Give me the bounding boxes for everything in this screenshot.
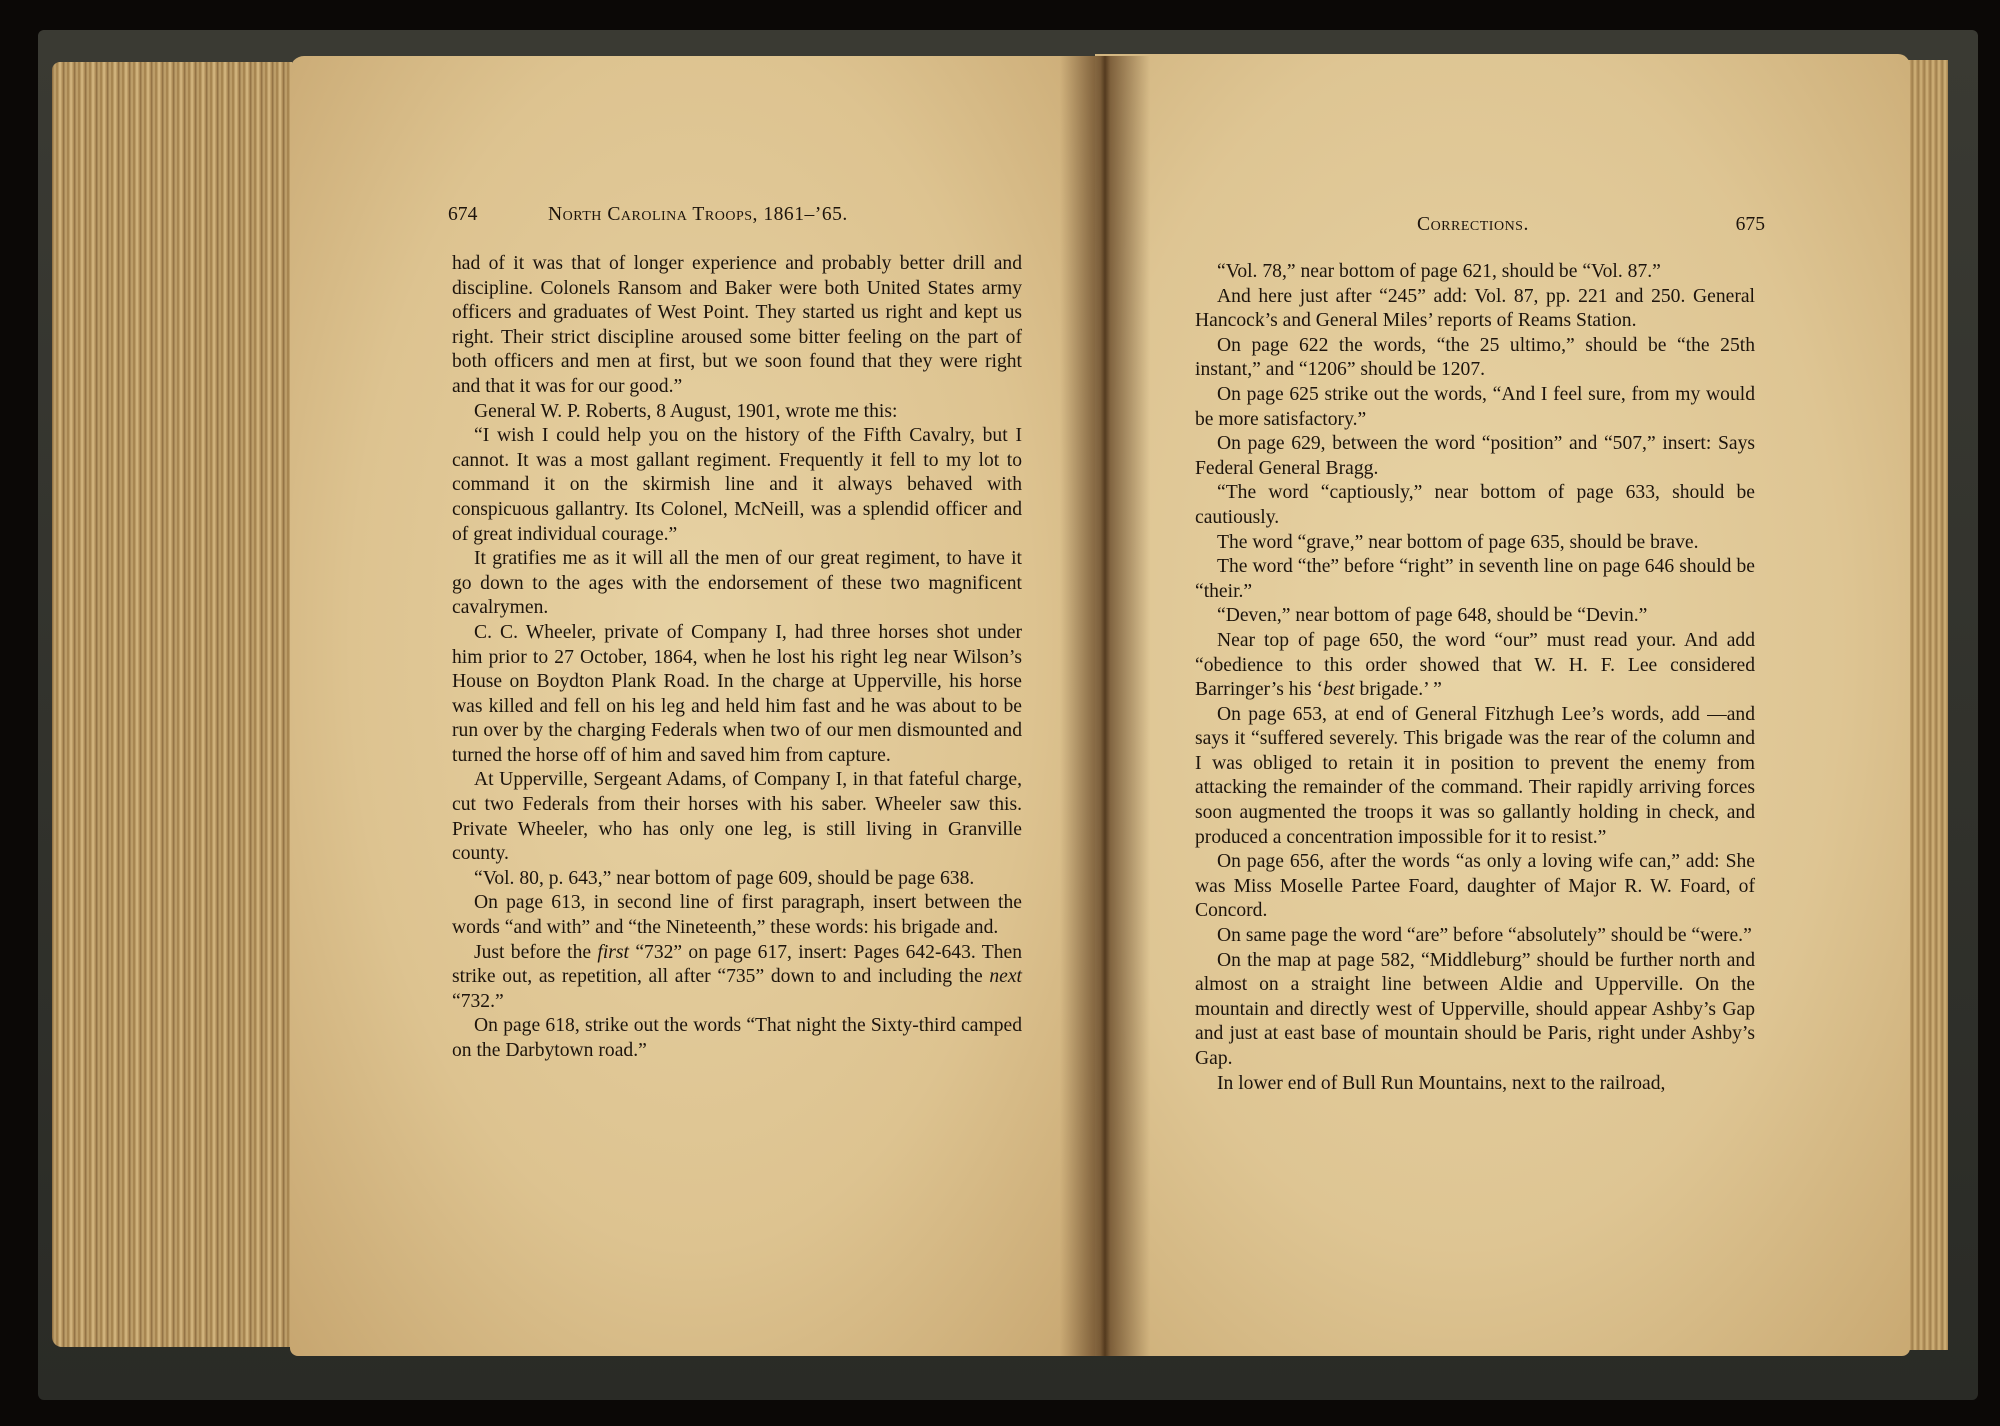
italic-run: best <box>1323 679 1355 701</box>
paragraph: “Deven,” near bottom of page 648, should be “Devin.” <box>1217 605 1648 627</box>
paragraph: had of it was that of longer experience and probably better drill and discipline. Colonels Ransom and Baker were both United States army officers and graduates of West Point. They started us right and kept us right. Their strict discipline aroused some bitter feeling on the part of both officers and men at first, but we soon found that they were right and that it was for our good.” <box>452 253 1022 397</box>
right-page-text <box>1195 260 1755 1096</box>
italic-run: next <box>989 966 1022 988</box>
right-running-title: Corrections. <box>1417 214 1529 235</box>
paragraph <box>452 941 1022 1015</box>
paragraph: The word “grave,” near bottom of page 635, should be brave. <box>1217 531 1699 553</box>
paragraph: The word “the” before “right” in seventh line on page 646 should be “their.” <box>1195 556 1755 602</box>
paragraph: And here just after “245” add: Vol. 87, pp. 221 and 250. General Hancock’s and General Miles’ reports of Reams Station. <box>1195 285 1755 332</box>
right-running-head <box>1195 214 1765 240</box>
paragraph: On same page the word “are” before “absolutely” should be “were.” <box>1217 925 1752 947</box>
left-running-head <box>448 204 1028 230</box>
paragraph: On page 618, strike out the words “That night the Sixty-third camped on the Darbytown road.” <box>452 1015 1022 1061</box>
text-run: brigade.’ ” <box>1354 679 1442 701</box>
paragraph: On page 629, between the word “position” and “507,” insert: Says Federal General Bragg. <box>1195 433 1755 479</box>
paragraph: On page 613, in second line of first paragraph, insert between the words “and with” and “the Nineteenth,” these words: his brigade and. <box>452 892 1022 939</box>
paragraph: On page 622 the words, “the 25 ultimo,” should be “the 25th instant,” and “1206” should be 1207. <box>1195 334 1755 381</box>
paragraph: On page 656, after the words “as only a loving wife can,” add: She was Miss Moselle Partee Foard, daughter of Major R. W. Foard, of Concord. <box>1195 851 1755 922</box>
text-run: “732” on page 617, insert: Pages 642-643. Then strike out, as repetition, all after “735” down to and including the <box>452 941 1022 988</box>
left-page-text <box>452 252 1022 1064</box>
paragraph: On the map at page 582, “Middleburg” should be further north and almost on a straight line between Aldie and Upperville. On the mountain and directly west of Upperville, should appear Ashby’s Gap and just at east base of mountain should be Paris, right under Ashby’s Gap. <box>1195 949 1755 1069</box>
page-edges-left <box>52 62 292 1347</box>
text-run: Near top of page 650, the word “our” must read your. And add “obedience to this order showed that W. H. F. Lee considered Barringer’s his ‘ <box>1195 629 1755 701</box>
book-gutter <box>1060 56 1150 1356</box>
paragraph: It gratifies me as it will all the men of our great regiment, to have it go down to the ages with the endorsement of these two magnificent cavalrymen. <box>452 548 1022 619</box>
paragraph: “The word “captiously,” near bottom of page 633, should be cautiously. <box>1195 482 1755 528</box>
paragraph <box>1195 629 1755 703</box>
italic-run: first <box>597 941 630 963</box>
paragraph: On page 653, at end of General Fitzhugh Lee’s words, add —and says it “suffered severely. This brigade was the rear of the column and I was obliged to retain it in position to prevent the enemy from attacking the remainder of the command. Their rapidly arriving forces soon augmented the troops it was so gallantly holding in check, and produced a concentration impossible for it to resist.” <box>1195 703 1755 848</box>
paragraph: At Upperville, Sergeant Adams, of Company I, in that fateful charge, cut two Federals from their horses with his saber. Wheeler saw this. Private Wheeler, who has only one leg, is still living in Granville county. <box>452 769 1022 865</box>
text-run: “732.” <box>452 990 504 1012</box>
paragraph: General W. P. Roberts, 8 August, 1901, wrote me this: <box>474 400 898 422</box>
left-page-number: 674 <box>448 204 478 225</box>
paragraph: On page 625 strike out the words, “And I feel sure, from my would be more satisfactory.” <box>1195 383 1755 430</box>
left-running-title: North Carolina Troops, 1861–’65. <box>548 204 848 225</box>
right-page-number: 675 <box>1735 214 1765 235</box>
text-run: Just before the <box>474 941 598 963</box>
paragraph: “I wish I could help you on the history of the Fifth Cavalry, but I cannot. It was a most gallant regiment. Frequently it fell to my lot to command it on the skirmish line and it always behaved with conspicuous gallantry. Its Colonel, McNeill, was a splendid officer and of great individual courage.” <box>452 425 1022 545</box>
paragraph: “Vol. 80, p. 643,” near bottom of page 609, should be page 638. <box>474 867 975 889</box>
paragraph: “Vol. 78,” near bottom of page 621, should be “Vol. 87.” <box>1217 261 1661 282</box>
paragraph: In lower end of Bull Run Mountains, next to the railroad, <box>1217 1072 1666 1094</box>
paragraph: C. C. Wheeler, private of Company I, had three horses shot under him prior to 27 October, 1864, when he lost his right leg near Wilson’s House on Boydton Plank Road. In the charge at Upperville, his horse was killed and fell on his leg and held him fast and he was about to be run over by the charging Federals when two of our men dismounted and turned the horse off of him and saved him from capture. <box>452 621 1022 766</box>
